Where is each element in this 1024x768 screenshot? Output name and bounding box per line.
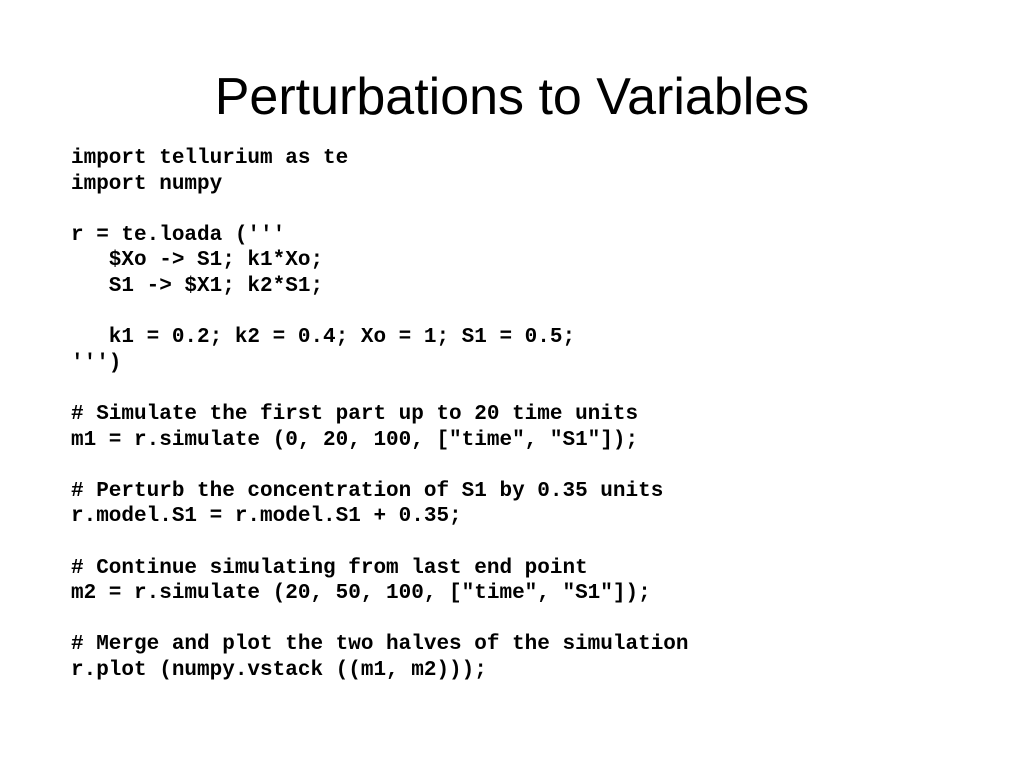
code-line: import tellurium as te xyxy=(71,147,349,170)
code-line: $Xo -> S1; k1*Xo; xyxy=(71,249,324,273)
code-line: import numpy xyxy=(71,172,223,196)
code-blank-line xyxy=(71,607,971,633)
code-blank-line xyxy=(71,453,971,479)
code-line: k1 = 0.2; k2 = 0.4; Xo = 1; S1 = 0.5; xyxy=(71,326,576,350)
code-blank-line xyxy=(71,376,971,402)
code-line: r = te.loada (''' xyxy=(71,223,286,247)
code-line: m2 = r.simulate (20, 50, 100, ["time", "S1"]); xyxy=(71,582,651,606)
code-line: # Simulate the first part up to 20 time units xyxy=(71,402,639,426)
code-blank-line xyxy=(71,300,971,326)
code-line: r.plot (numpy.vstack ((m1, m2))); xyxy=(71,658,487,682)
code-line: # Perturb the concentration of S1 by 0.35 units xyxy=(71,479,664,503)
code-blank-line xyxy=(71,197,971,223)
slide-title: Perturbations to Variables xyxy=(214,68,810,126)
code-line: # Continue simulating from last end point xyxy=(71,556,588,580)
code-line: ''') xyxy=(71,351,122,375)
code-block xyxy=(71,146,971,683)
code-line: # Merge and plot the two halves of the simulation xyxy=(71,633,689,657)
code-line: r.model.S1 = r.model.S1 + 0.35; xyxy=(71,505,462,529)
code-blank-line xyxy=(71,530,971,556)
code-line: S1 -> $X1; k2*S1; xyxy=(71,274,324,298)
code-line: m1 = r.simulate (0, 20, 100, ["time", "S1"]); xyxy=(71,428,639,452)
